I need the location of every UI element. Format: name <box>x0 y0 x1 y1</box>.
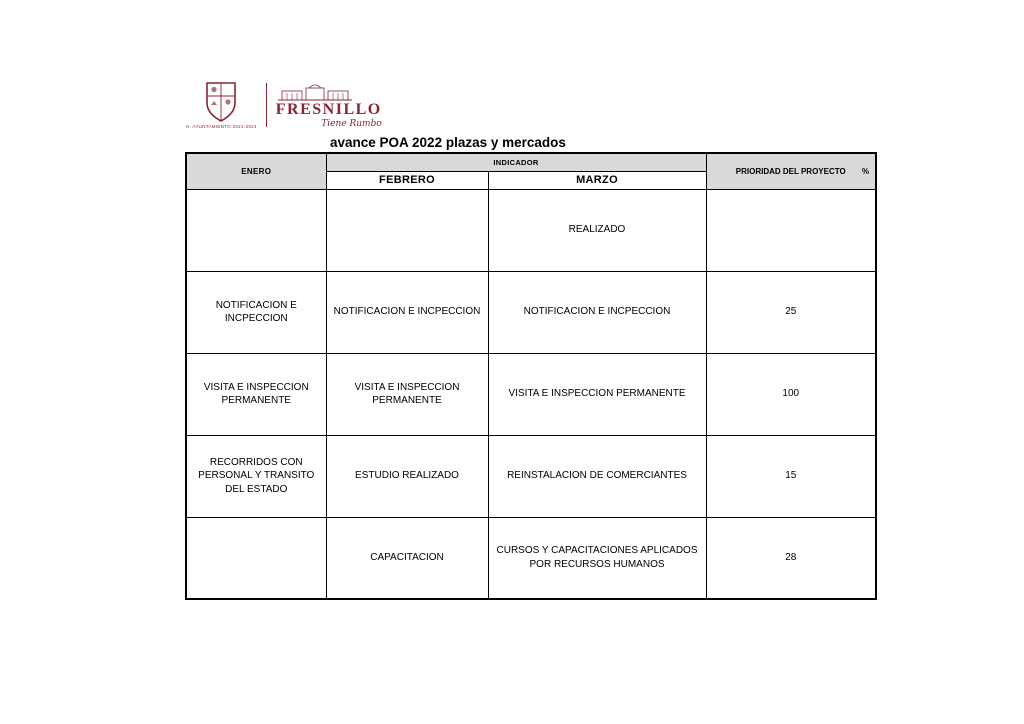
cell-prioridad: 15 <box>706 435 876 517</box>
logo-divider <box>266 83 267 127</box>
cell-marzo: VISITA E INSPECCION PERMANENTE <box>488 353 706 435</box>
column-header-prioridad <box>706 153 876 189</box>
table-row <box>186 271 876 353</box>
cell-marzo: NOTIFICACION E INCPECCION <box>488 271 706 353</box>
cell-marzo: REALIZADO <box>488 189 706 271</box>
logo-wordmark: FRESNILLO <box>275 100 382 118</box>
fresnillo-logo <box>186 78 382 132</box>
cell-enero: RECORRIDOS CON PERSONAL Y TRANSITO DEL ESTADO <box>186 435 326 517</box>
coat-of-arms-icon <box>204 81 238 123</box>
coat-of-arms <box>186 81 257 129</box>
table-row <box>186 353 876 435</box>
column-header-marzo: MARZO <box>488 171 706 189</box>
table-row <box>186 189 876 271</box>
cell-marzo: REINSTALACION DE COMERCIANTES <box>488 435 706 517</box>
poa-table <box>185 152 877 600</box>
cell-marzo: CURSOS Y CAPACITACIONES APLICADOS POR RECURSOS HUMANOS <box>488 517 706 599</box>
logo-wordmark-block <box>276 82 382 129</box>
percent-label: % <box>861 166 870 176</box>
cell-enero <box>186 517 326 599</box>
cell-febrero: NOTIFICACION E INCPECCION <box>326 271 488 353</box>
cell-prioridad: 25 <box>706 271 876 353</box>
table-row <box>186 435 876 517</box>
cell-febrero: VISITA E INSPECCION PERMANENTE <box>326 353 488 435</box>
cell-febrero <box>326 189 488 271</box>
column-header-indicador: INDICADOR <box>326 153 706 171</box>
page-title: avance POA 2022 plazas y mercados <box>330 135 566 150</box>
column-header-enero: ENERO <box>186 153 326 189</box>
logo-tagline: Tiene Rumbo <box>321 118 382 129</box>
building-icon <box>276 82 354 102</box>
cell-enero: NOTIFICACION E INCPECCION <box>186 271 326 353</box>
table-header-row-1 <box>186 153 876 171</box>
table-row <box>186 517 876 599</box>
prioridad-label: PRIORIDAD DEL PROYECTO <box>735 166 846 176</box>
cell-prioridad: 100 <box>706 353 876 435</box>
cell-febrero: ESTUDIO REALIZADO <box>326 435 488 517</box>
cell-enero <box>186 189 326 271</box>
cell-prioridad: 28 <box>706 517 876 599</box>
cell-prioridad <box>706 189 876 271</box>
cell-enero: VISITA E INSPECCION PERMANENTE <box>186 353 326 435</box>
column-header-febrero: FEBRERO <box>326 171 488 189</box>
logo-subtext: H. AYUNTAMIENTO 2021-2024 <box>186 124 257 129</box>
cell-febrero: CAPACITACION <box>326 517 488 599</box>
